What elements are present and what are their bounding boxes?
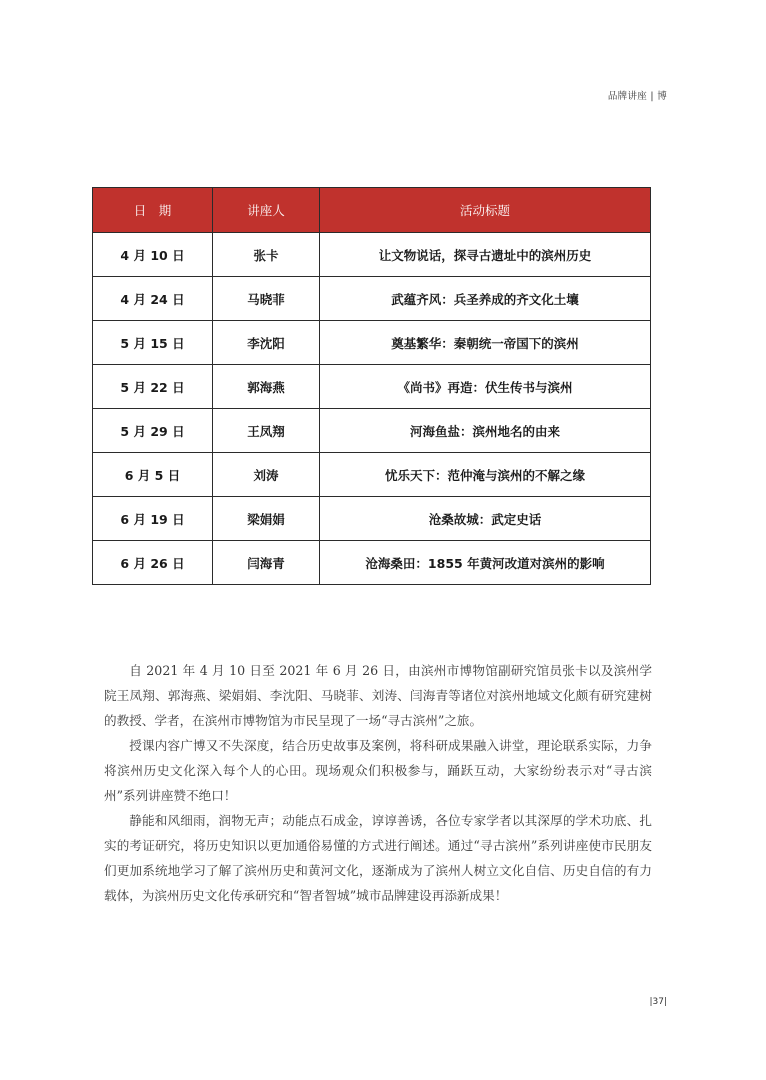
column-header-speaker: 讲座人 (213, 188, 320, 233)
cell-title: 河海鱼盐：滨州地名的由来 (320, 409, 651, 453)
cell-speaker: 王凤翔 (213, 409, 320, 453)
cell-speaker: 张卡 (213, 233, 320, 277)
section-tag: 品牌讲座 | 博 (607, 91, 667, 102)
cell-speaker: 李沈阳 (213, 321, 320, 365)
cell-title: 沧桑故城：武定史话 (320, 497, 651, 541)
table-row (93, 321, 651, 365)
cell-speaker: 闫海青 (213, 541, 320, 585)
cell-date: 6 月 26 日 (93, 541, 213, 585)
page-number: |37| (649, 997, 667, 1007)
table-row (93, 453, 651, 497)
table-row (93, 277, 651, 321)
lecture-schedule-table (92, 187, 651, 585)
cell-title: 《尚书》再造：伏生传书与滨州 (320, 365, 651, 409)
cell-date: 6 月 5 日 (93, 453, 213, 497)
column-header-title: 活动标题 (320, 188, 651, 233)
table-row (93, 409, 651, 453)
table-row (93, 365, 651, 409)
cell-speaker: 马晓菲 (213, 277, 320, 321)
cell-title: 奠基繁华：秦朝统一帝国下的滨州 (320, 321, 651, 365)
column-header-date: 日 期 (93, 188, 213, 233)
cell-title: 沧海桑田：1855 年黄河改道对滨州的影响 (320, 541, 651, 585)
cell-title: 忧乐天下：范仲淹与滨州的不解之缘 (320, 453, 651, 497)
cell-speaker: 郭海燕 (213, 365, 320, 409)
paragraph: 授课内容广博又不失深度，结合历史故事及案例，将科研成果融入讲堂，理论联系实际，力争将滨州历史文化深入每个人的心田。现场观众们积极参与，踊跃互动，大家纷纷表示对“寻古滨州”系列讲座赞不绝口！ (104, 738, 652, 803)
paragraph: 自 2021 年 4 月 10 日至 2021 年 6 月 26 日，由滨州市博物馆副研究馆员张卡以及滨州学院王凤翔、郭海燕、梁娟娟、李沈阳、马晓菲、刘涛、闫海青等诸位对滨州地域文化颇有研究建树的教授、学者，在滨州市博物馆为市民呈现了一场“寻古滨州”之旅。 (104, 663, 652, 728)
table-row (93, 233, 651, 277)
cell-speaker: 刘涛 (213, 453, 320, 497)
cell-title: 武蕴齐风：兵圣养成的齐文化土壤 (320, 277, 651, 321)
cell-date: 5 月 15 日 (93, 321, 213, 365)
paragraph: 静能和风细雨，润物无声；动能点石成金，谆谆善诱，各位专家学者以其深厚的学术功底、扎实的考证研究，将历史知识以更加通俗易懂的方式进行阐述。通过“寻古滨州”系列讲座使市民朋友们更加系统地学习了解了滨州历史和黄河文化，逐渐成为了滨州人树立文化自信、历史自信的有力载体，为滨州历史文化传承研究和“智者智城”城市品牌建设再添新成果！ (104, 813, 652, 903)
cell-speaker: 梁娟娟 (213, 497, 320, 541)
cell-date: 4 月 24 日 (93, 277, 213, 321)
table-row (93, 497, 651, 541)
table-row (93, 541, 651, 585)
cell-title: 让文物说话，探寻古遗址中的滨州历史 (320, 233, 651, 277)
article-body (104, 658, 652, 908)
table-header-row (93, 188, 651, 233)
cell-date: 5 月 29 日 (93, 409, 213, 453)
cell-date: 5 月 22 日 (93, 365, 213, 409)
cell-date: 6 月 19 日 (93, 497, 213, 541)
cell-date: 4 月 10 日 (93, 233, 213, 277)
